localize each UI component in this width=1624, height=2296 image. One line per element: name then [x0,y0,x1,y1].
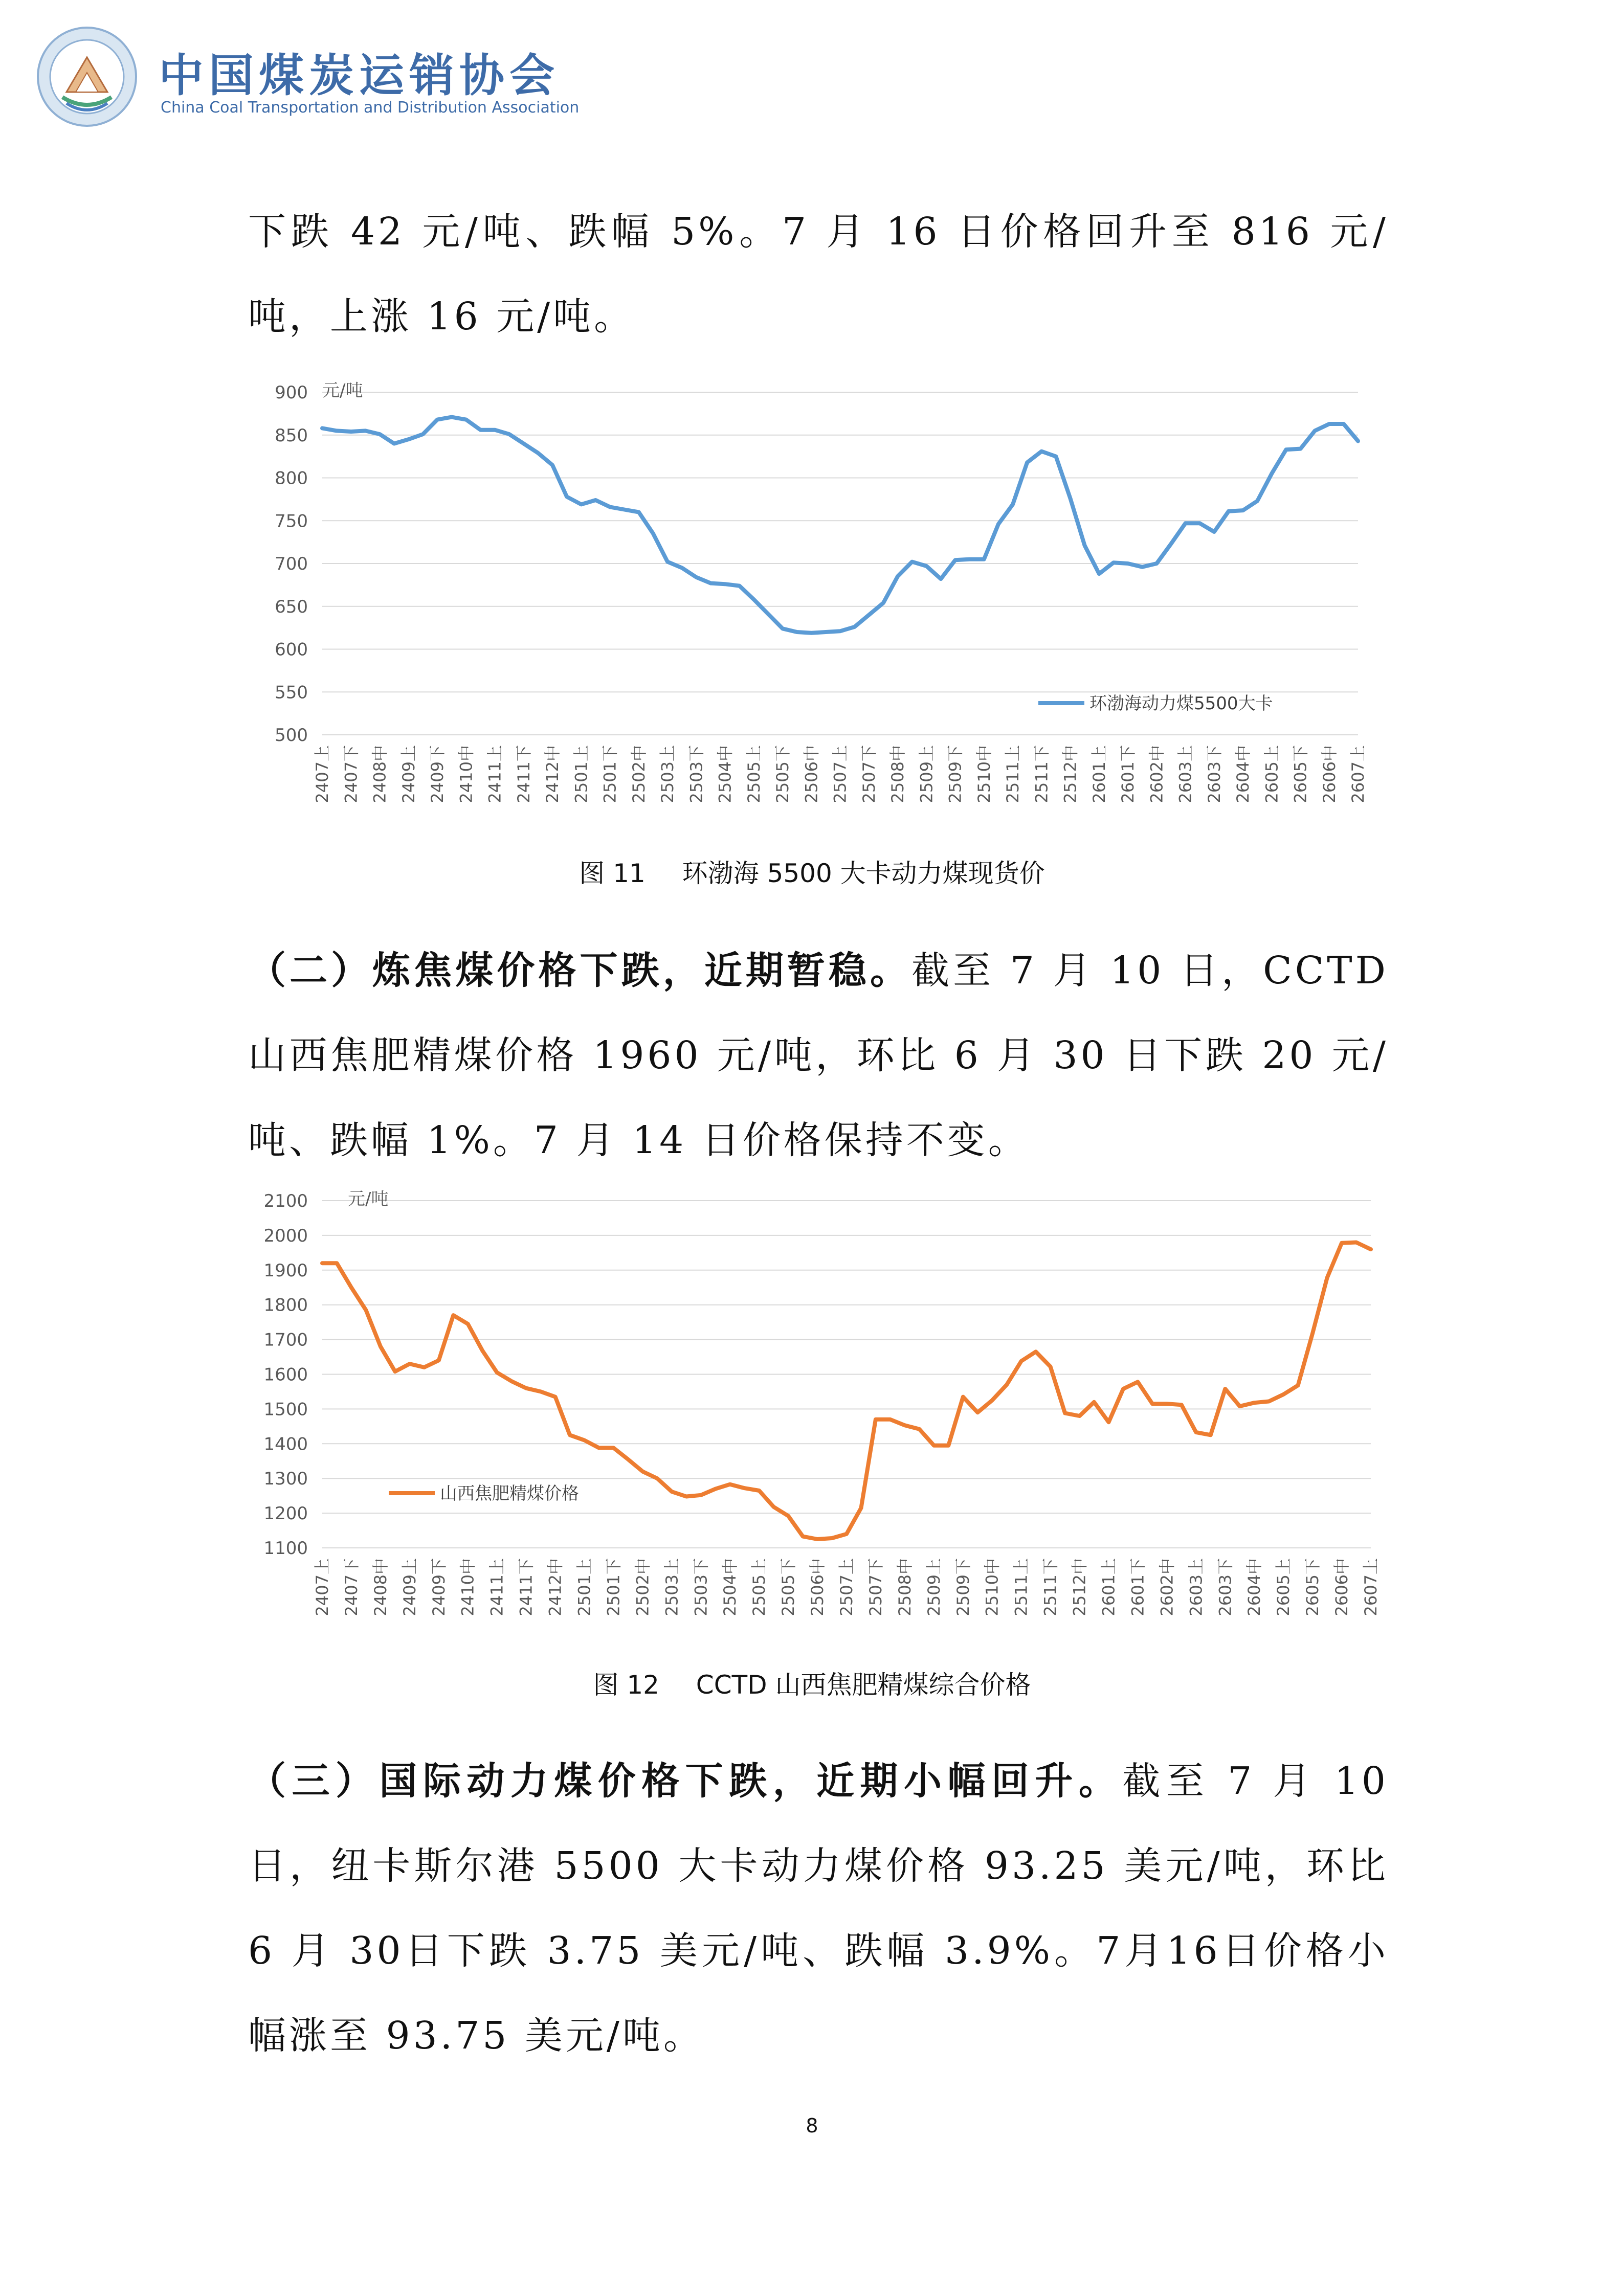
x-tick-label: 2507下 [859,745,879,803]
x-tick-label: 2511上 [1003,745,1022,803]
x-tick-label: 2501上 [574,1558,594,1616]
data-point [817,1539,818,1540]
data-point [933,1445,934,1446]
data-point [408,439,409,440]
y-tick-label: 1500 [263,1399,308,1420]
y-axis-label: 元/吨 [322,380,363,401]
data-point [1185,523,1186,524]
x-tick-label: 2409上 [399,1558,419,1616]
data-point [1199,523,1200,524]
x-tick-label: 2504中 [715,745,735,803]
y-tick-label: 2100 [263,1191,308,1211]
data-point [926,566,927,567]
x-tick-label: 2601上 [1089,745,1109,803]
x-tick-label: 2512中 [1070,1558,1089,1616]
x-tick-label: 2509下 [945,745,965,803]
data-point [453,1315,454,1316]
x-tick-label: 2603下 [1204,745,1224,803]
x-tick-label: 2603上 [1186,1558,1206,1616]
y-tick-label: 500 [275,725,308,746]
data-point [322,428,323,429]
data-point [422,434,423,435]
x-tick-label: 2601上 [1099,1558,1119,1616]
x-tick-label: 2504中 [720,1558,740,1616]
data-point [875,1419,876,1420]
data-point [482,1350,483,1351]
x-tick-label: 2410中 [456,745,476,803]
x-tick-label: 2607上 [1348,745,1368,803]
x-tick-label: 2509上 [917,745,937,803]
data-point [1084,545,1085,546]
data-point [1113,562,1114,563]
data-point [977,1412,978,1413]
x-tick-label: 2411下 [516,1558,536,1616]
data-point [1041,451,1042,452]
data-point [773,1506,774,1507]
page-number: 8 [806,2114,818,2137]
x-tick-label: 2506中 [808,1558,828,1616]
x-tick-label: 2501下 [600,745,620,803]
y-axis-label: 元/吨 [348,1189,389,1209]
data-point [1239,1406,1240,1407]
x-tick-label: 2503上 [658,745,677,803]
chart-shanxi-coking-coal-price [240,1186,1381,1638]
x-tick-label: 2502中 [633,1558,653,1616]
x-tick-label: 2603下 [1215,1558,1235,1616]
x-tick-label: 2510中 [974,745,994,803]
figure-12-caption [0,1664,1624,1701]
x-tick-label: 2606中 [1332,1558,1352,1616]
paragraph-1-text: 下跌 42 元/吨、跌幅 5%。7 月 16 日价格回升至 816 元/吨，上涨 16 元/吨。 [248,210,1389,339]
paragraph-2-text: 截至 7 月 10 日，CCTD 山西焦肥精煤价格 1960 元/吨，环比 6 月 30 日下跌 20 元/吨、跌幅 1%。7 月 14 日价格保持不变。 [248,949,1389,1162]
data-point [438,1360,439,1361]
y-tick-label: 550 [275,682,308,703]
y-tick-label: 850 [275,425,308,446]
x-tick-label: 2505上 [749,1558,769,1616]
data-point [912,561,913,562]
x-tick-label: 2409下 [428,745,447,803]
x-tick-label: 2603上 [1175,745,1195,803]
data-point [322,1263,323,1264]
x-tick-label: 2411下 [514,745,533,803]
x-tick-label: 2505下 [778,1558,798,1616]
data-point [624,509,625,510]
legend-label: 环渤海动力煤5500大卡 [1089,693,1273,714]
x-tick-label: 2508中 [895,1558,915,1616]
x-tick-label: 2509上 [924,1558,944,1616]
y-tick-label: 2000 [263,1225,308,1246]
x-tick-label: 2601下 [1128,1558,1148,1616]
x-tick-label: 2408中 [370,1558,390,1616]
x-tick-label: 2505上 [744,745,764,803]
x-tick-label: 2407上 [313,1558,332,1616]
x-tick-label: 2607上 [1361,1558,1381,1616]
paragraph-1 [248,189,1389,359]
figure-11-caption [0,853,1624,890]
data-point [511,1381,512,1382]
x-tick-label: 2411上 [487,1558,507,1616]
data-point [1027,462,1028,463]
document-header [36,15,650,133]
data-point [744,1488,745,1489]
paragraph-3-text: 截至 7 月 10 日，纽卡斯尔港 5500 大卡动力煤价格 93.25 美元/吨，环比 6 月 30日下跌 3.75 美元/吨、跌幅 3.9%。7月16日价格小幅涨至 93.75 美元/吨。 [248,1759,1389,2058]
x-tick-label: 2510中 [982,1558,1002,1616]
x-tick-label: 2512中 [1060,745,1080,803]
data-point [642,1471,643,1472]
data-point [854,626,855,627]
x-tick-label: 2503下 [686,745,706,803]
y-tick-label: 1900 [263,1260,308,1281]
x-tick-label: 2503下 [691,1558,711,1616]
x-tick-label: 2501上 [571,745,591,803]
data-point [595,500,596,501]
data-point [1300,448,1301,449]
y-tick-label: 600 [275,639,308,660]
x-tick-label: 2511上 [1011,1558,1031,1616]
figure-12-title: CCTD 山西焦肥精煤综合价格 [696,1670,1031,1700]
y-tick-label: 1600 [263,1364,308,1385]
x-tick-label: 2503上 [662,1558,682,1616]
paragraph-3 [248,1739,1389,2078]
paragraph-2-lead: （二）炼焦煤价格下跌，近期暂稳。 [248,949,912,993]
y-tick-label: 650 [275,596,308,617]
chart-bohai-coal-price [240,376,1381,828]
x-tick-label: 2605上 [1274,1558,1294,1616]
y-tick-label: 700 [275,554,308,574]
x-tick-label: 2507下 [865,1558,885,1616]
x-tick-label: 2410中 [458,1558,478,1616]
x-tick-label: 2506中 [802,745,821,803]
x-tick-label: 2507上 [837,1558,856,1616]
x-tick-label: 2412中 [543,745,562,803]
y-tick-label: 900 [275,382,308,403]
x-tick-label: 2412中 [545,1558,565,1616]
y-tick-label: 1300 [263,1469,308,1490]
x-tick-label: 2604中 [1233,745,1253,803]
x-tick-label: 2604中 [1244,1558,1264,1616]
x-tick-label: 2508中 [888,745,907,803]
x-tick-label: 2602中 [1147,745,1167,803]
data-point [523,443,524,444]
legend-label: 山西焦肥精煤价格 [440,1483,579,1504]
x-tick-label: 2505下 [773,745,792,803]
x-tick-label: 2605上 [1262,745,1282,803]
data-point [380,1346,381,1347]
y-tick-label: 1800 [263,1295,308,1316]
x-tick-label: 2511下 [1032,745,1052,803]
x-tick-label: 2511下 [1040,1558,1060,1616]
x-tick-label: 2409下 [429,1558,449,1616]
data-point [437,419,438,420]
data-point [948,1445,949,1446]
paragraph-2 [248,928,1389,1183]
data-point [904,1425,905,1426]
data-point [1108,1422,1109,1423]
data-point [753,599,754,600]
figure-11-label: 图 11 [579,859,646,888]
x-tick-label: 2606中 [1319,745,1339,803]
x-tick-label: 2407下 [341,745,361,803]
data-point [581,504,582,505]
x-tick-label: 2605下 [1291,745,1310,803]
x-tick-label: 2408中 [370,745,390,803]
chart-1-svg [240,376,1381,826]
y-tick-label: 750 [275,511,308,532]
association-logo-icon [36,26,138,128]
x-tick-label: 2507上 [830,745,850,803]
x-tick-label: 2502中 [629,745,649,803]
series-line [322,417,1358,633]
data-point [1312,1333,1313,1334]
org-name-en: China Coal Transportation and Distribution Association [161,99,580,117]
y-tick-label: 1100 [263,1538,308,1559]
figure-11-title: 环渤海 5500 大卡动力煤现货价 [682,859,1045,888]
y-tick-label: 1200 [263,1503,308,1524]
paragraph-3-lead: （三）国际动力煤价格下跌，近期小幅回升。 [248,1759,1123,1803]
org-name-cn: 中国煤炭运销协会 [159,49,560,102]
x-tick-label: 2509下 [953,1558,973,1616]
x-tick-label: 2407下 [341,1558,361,1616]
data-point [1070,498,1071,499]
chart-2-svg [240,1186,1381,1636]
data-point [890,1419,891,1420]
data-point [1050,1366,1051,1367]
x-tick-label: 2407上 [313,745,332,803]
y-tick-label: 1700 [263,1330,308,1350]
x-tick-label: 2601下 [1118,745,1138,803]
x-tick-label: 2605下 [1303,1558,1323,1616]
y-tick-label: 1400 [263,1434,308,1455]
x-tick-label: 2602中 [1157,1558,1177,1616]
y-tick-label: 800 [275,468,308,489]
x-tick-label: 2501下 [604,1558,624,1616]
x-tick-label: 2409上 [398,745,418,803]
figure-12-label: 图 12 [593,1670,659,1700]
x-tick-label: 2411上 [485,745,505,803]
